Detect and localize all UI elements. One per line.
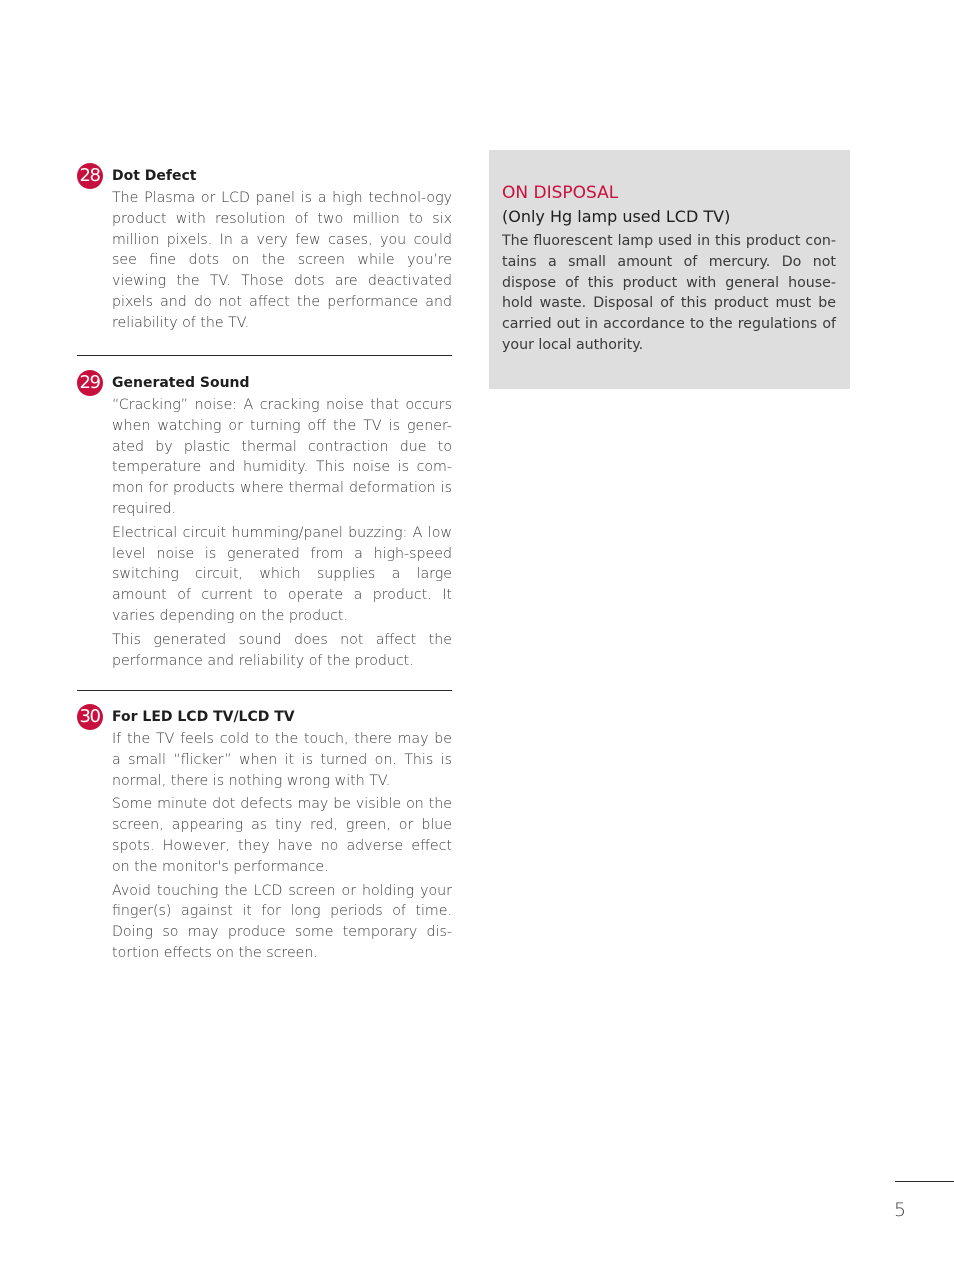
section-title: For LED LCD TV/LCD TV xyxy=(112,709,295,725)
section-paragraph: If the TV feels cold to the touch, there may be a small “flicker” when it is turned on. This is normal, there is nothing wrong with TV. xyxy=(112,731,452,789)
section-paragraph: This generated sound does not affect the performance and reliability of the product. xyxy=(112,631,452,669)
page-number-rule xyxy=(895,1181,954,1182)
section-paragraph: Some minute dot defects may be visible on the screen, appearing as tiny red, green, or blue spots. However, they have no adverse effect on the monitor's performance. xyxy=(112,796,452,875)
section-generated-sound xyxy=(77,369,452,674)
section-divider xyxy=(77,690,452,691)
page-number: 5 xyxy=(894,1199,907,1221)
section-led-lcd-tv xyxy=(77,703,452,967)
section-title: Dot Defect xyxy=(112,168,197,184)
disposal-notice-content xyxy=(502,183,836,356)
section-dot-defect xyxy=(77,162,452,337)
disposal-title: ON DISPOSAL xyxy=(502,183,619,203)
section-divider xyxy=(77,355,452,356)
section-paragraph: Electrical circuit humming/panel buzzing: A low level noise is generated from a high-speed switching circuit, which supplies a large amount of current to operate a product. It varies depending on the product. xyxy=(112,524,452,624)
section-number-badge: 29 xyxy=(77,370,103,396)
section-title: Generated Sound xyxy=(112,375,250,391)
section-paragraph: Avoid touching the LCD screen or holding your finger(s) against it for long periods of time. Doing so may produce some temporary dis-tortion effects on the screen. xyxy=(112,882,452,961)
section-number-badge: 28 xyxy=(77,163,103,189)
section-paragraph: The Plasma or LCD panel is a high technol-ogy product with resolution of two million to six million pixels. In a very few cases, you could see fine dots on the screen while you’re viewing the TV. Those dots are deactivated pixels and do not affect the performance and reliability of the TV. xyxy=(112,190,452,331)
disposal-notice-box xyxy=(489,150,850,389)
disposal-subtitle: (Only Hg lamp used LCD TV) xyxy=(502,207,731,226)
section-paragraph: “Cracking” noise: A cracking noise that occurs when watching or turning off the TV is gener-ated by plastic thermal contraction due to temperature and humidity. This noise is com-mon for products where thermal deformation is required. xyxy=(112,397,452,517)
section-number-badge: 30 xyxy=(77,704,103,730)
disposal-text: The fluorescent lamp used in this product con-tains a small amount of mercury. Do not dispose of this product with general house-hold waste. Disposal of this product must be carried out in accordance to the regulations of your local authority. xyxy=(502,233,836,353)
